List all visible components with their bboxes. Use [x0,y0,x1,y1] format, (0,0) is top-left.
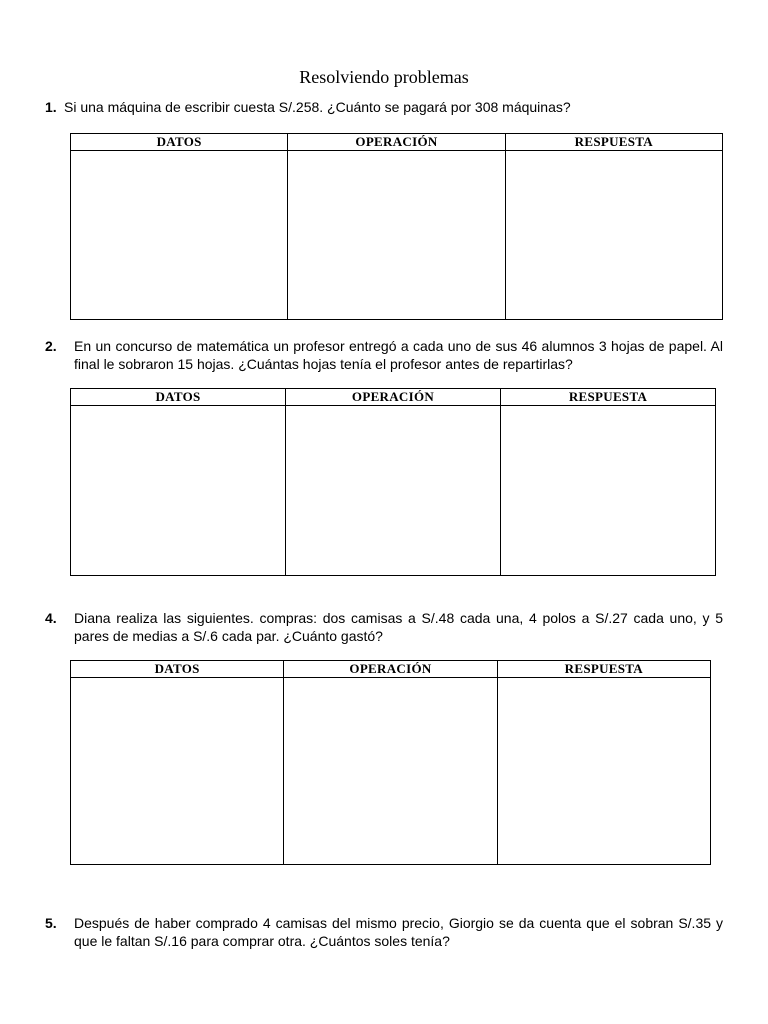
problem-number: 1. [45,99,57,115]
column-header-operacion: OPERACIÓN [287,134,504,150]
problem-number: 4. [45,610,57,626]
problem-number: 5. [45,915,57,931]
problem-statement: Diana realiza las siguientes. compras: dos camisas a S/.48 cada una, 4 polos a S/.27 cada uno, y 5 pares de medias a S/.6 cada par. ¿Cuánto gastó? [74,610,723,644]
table-body-row [71,406,715,575]
datos-answer-cell[interactable] [71,678,283,864]
datos-answer-cell[interactable] [71,151,287,319]
column-header-datos: DATOS [155,389,201,404]
respuesta-answer-cell[interactable] [505,151,722,319]
problem-2 [45,337,725,377]
problem-statement: Si una máquina de escribir cuesta S/.258. ¿Cuánto se pagará por 308 máquinas? [64,99,571,115]
column-header-respuesta: RESPUESTA [505,134,722,150]
table-body-row [71,151,722,319]
column-header-datos: DATOS [154,661,200,676]
column-header-datos: DATOS [156,134,202,149]
problem-5 [45,914,725,954]
column-header-respuesta: RESPUESTA [497,661,710,677]
answer-table-1 [70,133,723,320]
problem-number: 2. [45,338,57,354]
table-header-row [71,134,722,151]
table-header-row [71,389,715,406]
problem-statement: Después de haber comprado 4 camisas del mismo precio, Giorgio se da cuenta que el sobran S/.35 y que le faltan S/.16 para comprar otra. ¿Cuántos soles tenía? [74,915,723,949]
table-header-row [71,661,710,678]
operacion-answer-cell[interactable] [285,406,500,575]
answer-table-4 [70,660,711,865]
answer-table-2 [70,388,716,576]
operacion-answer-cell[interactable] [283,678,496,864]
respuesta-answer-cell[interactable] [497,678,710,864]
page-title: Resolviendo problemas [299,67,469,87]
datos-answer-cell[interactable] [71,406,285,575]
respuesta-answer-cell[interactable] [500,406,715,575]
column-header-operacion: OPERACIÓN [285,389,500,405]
column-header-operacion: OPERACIÓN [283,661,496,677]
problem-1 [45,98,725,118]
problem-statement: En un concurso de matemática un profesor entregó a cada uno de sus 46 alumnos 3 hojas de papel. Al final le sobraron 15 hojas. ¿Cuántas hojas tenía el profesor antes de repartirlas? [74,338,723,372]
problem-4 [45,609,725,649]
column-header-respuesta: RESPUESTA [500,389,715,405]
operacion-answer-cell[interactable] [287,151,504,319]
table-body-row [71,678,710,864]
